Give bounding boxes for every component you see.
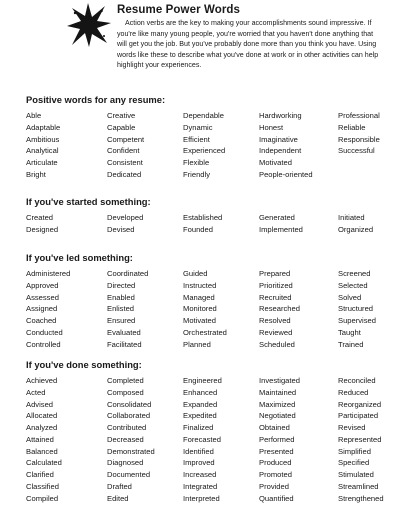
power-word: Researched: [259, 304, 300, 314]
power-word: Reliable: [338, 122, 366, 132]
power-word: Acted: [26, 387, 46, 397]
power-word: Resolved: [259, 316, 291, 325]
power-word: Enlisted: [107, 304, 135, 314]
power-word: Expanded: [183, 399, 218, 409]
power-word: Represented: [338, 434, 382, 444]
power-word: Reduced: [338, 387, 369, 397]
power-word: Conducted: [26, 327, 63, 337]
power-word: Documented: [107, 470, 151, 479]
power-word: Stimulated: [338, 470, 374, 479]
power-word: Structured: [338, 304, 374, 314]
power-word: Efficient: [183, 134, 210, 144]
power-word: Instructed: [183, 280, 217, 290]
power-word: Dependable: [183, 111, 224, 120]
section-led-something: [26, 252, 411, 350]
power-word: Enhanced: [183, 387, 218, 397]
power-word: Prioritized: [259, 280, 293, 290]
power-word: Prepared: [259, 269, 291, 278]
power-word: Simplified: [338, 446, 371, 456]
word-grid: [26, 110, 411, 181]
section-heading: If you've done something:: [26, 359, 142, 370]
power-word: Edited: [107, 493, 129, 503]
power-word: Maximized: [259, 399, 296, 409]
power-word: Monitored: [183, 304, 217, 314]
power-word: Successful: [338, 146, 375, 156]
word-grid: [26, 375, 411, 504]
power-word: Finalized: [183, 423, 214, 432]
power-word: Produced: [259, 458, 292, 468]
power-word: Articulate: [26, 158, 58, 167]
section-started-something: [26, 196, 411, 236]
power-word: Ambitious: [26, 134, 60, 144]
power-word: [338, 157, 408, 169]
section-heading: If you've led something:: [26, 252, 133, 263]
section-heading: If you've started something:: [26, 196, 151, 207]
power-word: Generated: [259, 213, 295, 222]
power-word: Obtained: [259, 423, 290, 432]
power-word: Devised: [107, 224, 135, 234]
power-word: Administered: [26, 269, 71, 278]
power-word: Trained: [338, 339, 364, 349]
power-word: Consistent: [107, 158, 143, 167]
power-word: Allocated: [26, 411, 58, 421]
power-word: Reorganized: [338, 399, 382, 409]
power-word: Coordinated: [107, 269, 149, 278]
power-word: Compiled: [26, 493, 59, 503]
power-word: Contributed: [107, 423, 147, 432]
power-word: Planned: [183, 339, 211, 349]
power-word: Implemented: [259, 224, 303, 234]
power-word: Strengthened: [338, 493, 384, 503]
power-word: Confident: [107, 146, 140, 156]
power-word: Provided: [259, 481, 289, 491]
power-word: Orchestrated: [183, 327, 227, 337]
power-word: Recruited: [259, 292, 292, 302]
power-word: Quantified: [259, 493, 294, 503]
section-heading: Positive words for any resume:: [26, 94, 166, 105]
power-word: Screened: [338, 269, 371, 278]
power-word: Interpreted: [183, 493, 220, 503]
power-word: Attained: [26, 434, 54, 444]
power-word: Flexible: [183, 158, 210, 167]
splat-star-icon: [66, 2, 112, 48]
power-word: Motivated: [183, 316, 216, 325]
power-word: Established: [183, 213, 223, 222]
power-word: Integrated: [183, 481, 218, 491]
power-word: Improved: [183, 458, 215, 468]
power-word: Hardworking: [259, 111, 302, 120]
power-word: Coached: [26, 316, 57, 325]
power-word: Responsible: [338, 134, 380, 144]
power-word: Demonstrated: [107, 446, 155, 456]
power-word: Specified: [338, 458, 370, 468]
power-word: Engineered: [183, 376, 222, 385]
power-word: Directed: [107, 280, 136, 290]
power-word: Selected: [338, 280, 368, 290]
power-word: Dynamic: [183, 122, 213, 132]
power-word: Diagnosed: [107, 458, 144, 468]
power-word: Enabled: [107, 292, 135, 302]
power-word: Composed: [107, 387, 144, 397]
power-word: Dedicated: [107, 169, 142, 179]
document-title: Resume Power Words: [117, 4, 241, 16]
power-word: Honest: [259, 122, 284, 132]
power-word: Controlled: [26, 339, 61, 349]
power-word: Facilitated: [107, 339, 142, 349]
power-word: Experienced: [183, 146, 226, 156]
section-done-something: [26, 359, 411, 504]
power-word: Solved: [338, 292, 362, 302]
power-word: Calculated: [26, 458, 62, 468]
power-word: Friendly: [183, 169, 211, 179]
power-word: Scheduled: [259, 339, 295, 349]
power-word: Taught: [338, 327, 361, 337]
power-word: Identified: [183, 446, 214, 456]
power-word: Organized: [338, 224, 374, 234]
power-word: Supervised: [338, 316, 376, 325]
power-word: Managed: [183, 292, 215, 302]
power-word: Bright: [26, 169, 46, 179]
power-word: Advised: [26, 399, 54, 409]
power-word: Professional: [338, 111, 380, 120]
power-word: Achieved: [26, 376, 58, 385]
power-word: Collaborated: [107, 411, 151, 421]
word-grid: [26, 268, 411, 350]
power-word: Approved: [26, 280, 59, 290]
power-word: Participated: [338, 411, 379, 421]
power-word: Assigned: [26, 304, 58, 314]
power-word: Expedited: [183, 411, 217, 421]
power-word: Reconciled: [338, 376, 376, 385]
power-word: Presented: [259, 446, 294, 456]
power-word: Assessed: [26, 292, 59, 302]
section-positive-words: [26, 94, 411, 181]
power-word: Guided: [183, 269, 208, 278]
power-word: Revised: [338, 423, 366, 432]
power-word: [338, 169, 408, 181]
power-word: Creative: [107, 111, 136, 120]
power-word: Competent: [107, 134, 145, 144]
power-word: Decreased: [107, 434, 144, 444]
power-word: Classified: [26, 481, 59, 491]
power-word: Forecasted: [183, 434, 221, 444]
word-grid: [26, 212, 411, 236]
power-word: Streamlined: [338, 481, 379, 491]
power-word: Increased: [183, 470, 217, 479]
power-word: Negotiated: [259, 411, 296, 421]
power-word: Performed: [259, 434, 295, 444]
power-word: Balanced: [26, 446, 58, 456]
power-word: Analyzed: [26, 423, 58, 432]
power-word: Drafted: [107, 481, 132, 491]
power-word: Founded: [183, 224, 213, 234]
power-word: Developed: [107, 213, 144, 222]
power-word: Independent: [259, 146, 302, 156]
power-word: Adaptable: [26, 122, 61, 132]
power-word: Analytical: [26, 146, 59, 156]
power-word: Reviewed: [259, 327, 293, 337]
power-word: Initiated: [338, 213, 365, 222]
power-word: Investigated: [259, 376, 300, 385]
power-word: Clarified: [26, 470, 54, 479]
power-word: Motivated: [259, 158, 292, 167]
power-word: Maintained: [259, 387, 297, 397]
intro-paragraph: Action verbs are the key to making your accomplishments sound impressive. If you're like many young people, you're worried that you haven't done anything that will get you the job. But you've probably done more than you think you have. Using words like these to describe what you've done at work or in other activities can help highlight your experiences.: [117, 19, 379, 70]
power-word: Evaluated: [107, 327, 141, 337]
power-word: Ensured: [107, 316, 136, 325]
power-word: Created: [26, 213, 54, 222]
power-word: Imaginative: [259, 134, 298, 144]
power-word: People-oriented: [259, 169, 313, 179]
power-word: Able: [26, 111, 42, 120]
power-word: Promoted: [259, 470, 292, 479]
power-word: Consolidated: [107, 399, 152, 409]
power-word: Designed: [26, 224, 59, 234]
power-word: Capable: [107, 122, 136, 132]
power-word: Completed: [107, 376, 144, 385]
